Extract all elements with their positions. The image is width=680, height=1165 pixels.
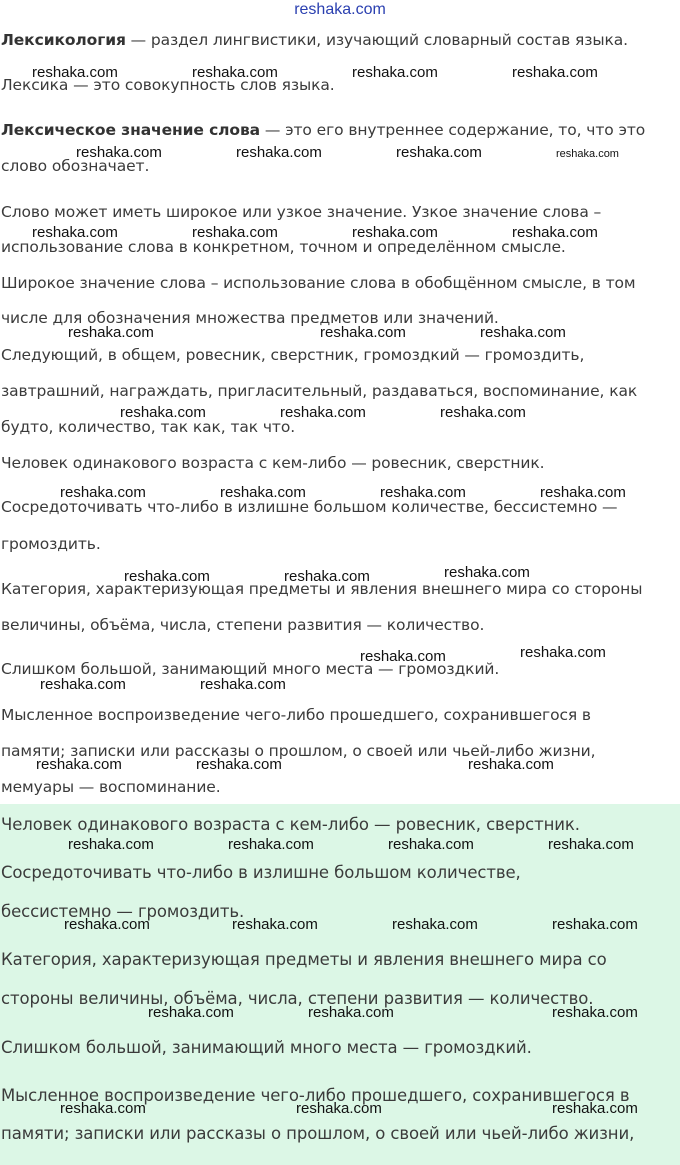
watermark: reshaka.com xyxy=(148,1004,234,1021)
watermark: reshaka.com xyxy=(76,144,162,161)
answer-line: Человек одинакового возраста с кем-либо — ровесник, сверстник. xyxy=(1,815,580,834)
text-line: завтрашний, награждать, пригласительный, раздаваться, воспоминание, как xyxy=(1,382,638,400)
watermark: reshaka.com xyxy=(320,324,406,341)
text-line: громоздить. xyxy=(1,535,101,553)
text-line: будто, количество, так как, так что. xyxy=(1,418,296,436)
watermark: reshaka.com xyxy=(68,836,154,853)
text-line: мемуары — воспоминание. xyxy=(1,778,221,796)
answer-line: стороны величины, объёма, числа, степени развития — количество. xyxy=(1,989,594,1008)
watermark: reshaka.com xyxy=(64,916,150,933)
watermark: reshaka.com xyxy=(200,676,286,693)
answer-line: памяти; записки или рассказы о прошлом, о своей или чьей-либо жизни, xyxy=(1,1124,635,1143)
watermark: reshaka.com xyxy=(280,404,366,421)
watermark: reshaka.com xyxy=(284,568,370,585)
lexicology-paragraph xyxy=(1,31,628,49)
watermark: reshaka.com xyxy=(220,484,306,501)
answer-line: Мысленное воспроизведение чего-либо прошедшего, сохранившегося в xyxy=(1,1086,630,1105)
watermark: reshaka.com xyxy=(232,916,318,933)
watermark: reshaka.com xyxy=(468,756,554,773)
watermark: reshaka.com xyxy=(552,916,638,933)
site-header[interactable]: reshaka.com xyxy=(294,1,386,18)
watermark: reshaka.com xyxy=(308,1004,394,1021)
watermark: reshaka.com xyxy=(192,64,278,81)
text-line: Сосредоточивать что-либо в излишне большом количестве, бессистемно — xyxy=(1,498,618,516)
watermark: reshaka.com xyxy=(480,324,566,341)
lexicology-term: Лексикология xyxy=(1,31,126,49)
watermark: reshaka.com xyxy=(296,1100,382,1117)
watermark: reshaka.com xyxy=(440,404,526,421)
meaning-definition: — это его внутреннее содержание, то, что это xyxy=(260,121,646,139)
answer-line: Сосредоточивать что-либо в излишне большом количестве, xyxy=(1,863,521,882)
watermark: reshaka.com xyxy=(68,324,154,341)
text-line: величины, объёма, числа, степени развития — количество. xyxy=(1,616,485,634)
watermark: reshaka.com xyxy=(60,484,146,501)
watermark: reshaka.com xyxy=(512,224,598,241)
watermark: reshaka.com xyxy=(228,836,314,853)
watermark: reshaka.com xyxy=(388,836,474,853)
watermark: reshaka.com xyxy=(380,484,466,501)
text-line: использование слова в конкретном, точном и определённом смысле. xyxy=(1,238,566,256)
text-line: Следующий, в общем, ровесник, сверстник, громоздкий — громоздить, xyxy=(1,346,585,364)
watermark: reshaka.com xyxy=(60,1100,146,1117)
watermark: reshaka.com xyxy=(552,1004,638,1021)
watermark: reshaka.com xyxy=(32,224,118,241)
text-line: Слишком большой, занимающий много места — громоздкий. xyxy=(1,660,500,678)
text-line: числе для обозначения множества предметов или значений. xyxy=(1,309,499,327)
watermark: reshaka.com xyxy=(548,836,634,853)
meaning-definition-cont: слово обозначает. xyxy=(1,157,150,175)
text-line: Категория, характеризующая предметы и явления внешнего мира со стороны xyxy=(1,580,643,598)
lexis-definition: Лексика — это совокупность слов языка. xyxy=(1,76,335,94)
lexicology-definition: — раздел лингвистики, изучающий словарный состав языка. xyxy=(125,31,628,49)
text-line: памяти; записки или рассказы о прошлом, о своей или чьей-либо жизни, xyxy=(1,742,596,760)
text-line: Широкое значение слова – использование слова в обобщённом смысле, в том xyxy=(1,274,636,292)
watermark: reshaka.com xyxy=(556,148,619,160)
watermark: reshaka.com xyxy=(540,484,626,501)
watermark: reshaka.com xyxy=(352,224,438,241)
watermark: reshaka.com xyxy=(120,404,206,421)
watermark: reshaka.com xyxy=(360,648,446,665)
answer-line: бессистемно — громоздить. xyxy=(1,902,245,921)
watermark: reshaka.com xyxy=(520,644,606,661)
watermark: reshaka.com xyxy=(392,916,478,933)
watermark: reshaka.com xyxy=(396,144,482,161)
watermark: reshaka.com xyxy=(124,568,210,585)
watermark: reshaka.com xyxy=(236,144,322,161)
text-line: Человек одинакового возраста с кем-либо — ровесник, сверстник. xyxy=(1,454,545,472)
watermark: reshaka.com xyxy=(32,64,118,81)
answer-line: Слишком большой, занимающий много места — громоздкий. xyxy=(1,1038,532,1057)
watermark: reshaka.com xyxy=(196,756,282,773)
watermark: reshaka.com xyxy=(512,64,598,81)
watermark: reshaka.com xyxy=(40,676,126,693)
watermark: reshaka.com xyxy=(36,756,122,773)
meaning-term: Лексическое значение слова xyxy=(1,121,261,139)
meaning-paragraph xyxy=(1,121,645,139)
watermark: reshaka.com xyxy=(192,224,278,241)
answer-line: Категория, характеризующая предметы и явления внешнего мира со xyxy=(1,950,607,969)
watermark: reshaka.com xyxy=(552,1100,638,1117)
text-line: Слово может иметь широкое или узкое значение. Узкое значение слова – xyxy=(1,203,602,221)
watermark: reshaka.com xyxy=(444,564,530,581)
watermark: reshaka.com xyxy=(352,64,438,81)
text-line: Мысленное воспроизведение чего-либо прошедшего, сохранившегося в xyxy=(1,706,591,724)
